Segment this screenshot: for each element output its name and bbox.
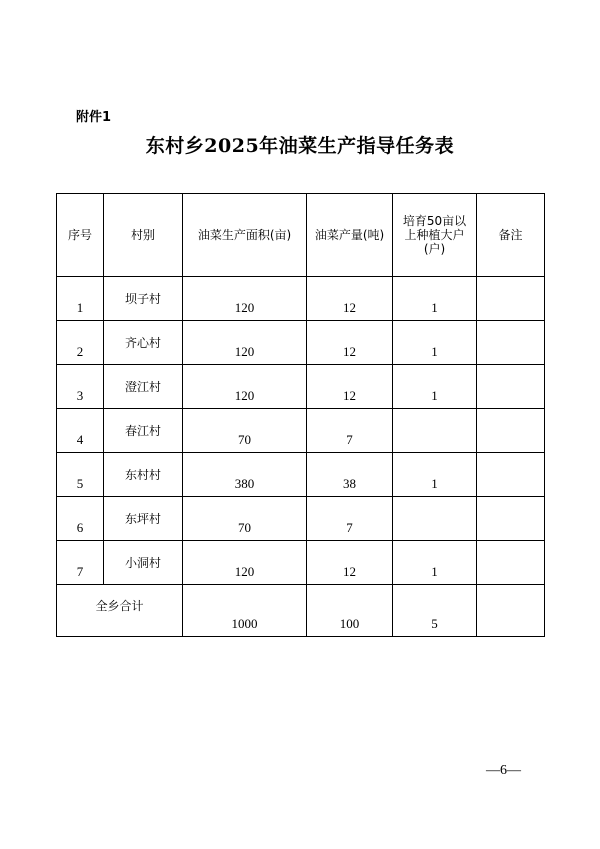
header-number: 序号 xyxy=(57,194,104,277)
cell-yield: 12 xyxy=(307,321,393,365)
table-header-row xyxy=(57,194,545,277)
cell-area: 70 xyxy=(183,497,307,541)
header-households: 培育50亩以上种植大户(户) xyxy=(393,194,477,277)
table-row xyxy=(57,541,545,585)
task-table xyxy=(56,193,545,637)
cell-number: 2 xyxy=(57,321,104,365)
header-village: 村别 xyxy=(104,194,183,277)
cell-area: 380 xyxy=(183,453,307,497)
cell-number: 1 xyxy=(57,277,104,321)
cell-village: 坝子村 xyxy=(104,277,183,321)
cell-number: 3 xyxy=(57,365,104,409)
cell-households xyxy=(393,497,477,541)
cell-households: 1 xyxy=(393,321,477,365)
cell-note xyxy=(477,541,545,585)
cell-note xyxy=(477,497,545,541)
cell-households: 1 xyxy=(393,365,477,409)
table-row xyxy=(57,453,545,497)
header-note: 备注 xyxy=(477,194,545,277)
header-area: 油菜生产面积(亩) xyxy=(183,194,307,277)
cell-number: 6 xyxy=(57,497,104,541)
cell-households: 1 xyxy=(393,453,477,497)
total-yield: 100 xyxy=(307,585,393,637)
cell-note xyxy=(477,409,545,453)
cell-households: 1 xyxy=(393,277,477,321)
cell-number: 7 xyxy=(57,541,104,585)
cell-area: 120 xyxy=(183,541,307,585)
table-row xyxy=(57,365,545,409)
cell-area: 70 xyxy=(183,409,307,453)
total-label: 全乡合计 xyxy=(57,585,183,637)
cell-households: 1 xyxy=(393,541,477,585)
cell-note xyxy=(477,321,545,365)
total-area: 1000 xyxy=(183,585,307,637)
cell-village: 东坪村 xyxy=(104,497,183,541)
cell-village: 小洞村 xyxy=(104,541,183,585)
cell-yield: 12 xyxy=(307,365,393,409)
table-row xyxy=(57,277,545,321)
attachment-label: 附件1 xyxy=(76,110,112,125)
total-row xyxy=(57,585,545,637)
cell-area: 120 xyxy=(183,321,307,365)
cell-yield: 7 xyxy=(307,409,393,453)
cell-area: 120 xyxy=(183,365,307,409)
cell-yield: 38 xyxy=(307,453,393,497)
cell-yield: 12 xyxy=(307,541,393,585)
header-yield: 油菜产量(吨) xyxy=(307,194,393,277)
document-title: 东村乡2025年油菜生产指导任务表 xyxy=(145,135,455,157)
cell-households xyxy=(393,409,477,453)
cell-village: 澄江村 xyxy=(104,365,183,409)
cell-note xyxy=(477,365,545,409)
cell-yield: 7 xyxy=(307,497,393,541)
total-note xyxy=(477,585,545,637)
total-households: 5 xyxy=(393,585,477,637)
table-row xyxy=(57,321,545,365)
cell-number: 4 xyxy=(57,409,104,453)
cell-note xyxy=(477,453,545,497)
cell-yield: 12 xyxy=(307,277,393,321)
table-row xyxy=(57,409,545,453)
page-number: —6— xyxy=(486,763,521,778)
cell-village: 东村村 xyxy=(104,453,183,497)
cell-note xyxy=(477,277,545,321)
cell-area: 120 xyxy=(183,277,307,321)
table-row xyxy=(57,497,545,541)
cell-village: 齐心村 xyxy=(104,321,183,365)
cell-number: 5 xyxy=(57,453,104,497)
cell-village: 春江村 xyxy=(104,409,183,453)
